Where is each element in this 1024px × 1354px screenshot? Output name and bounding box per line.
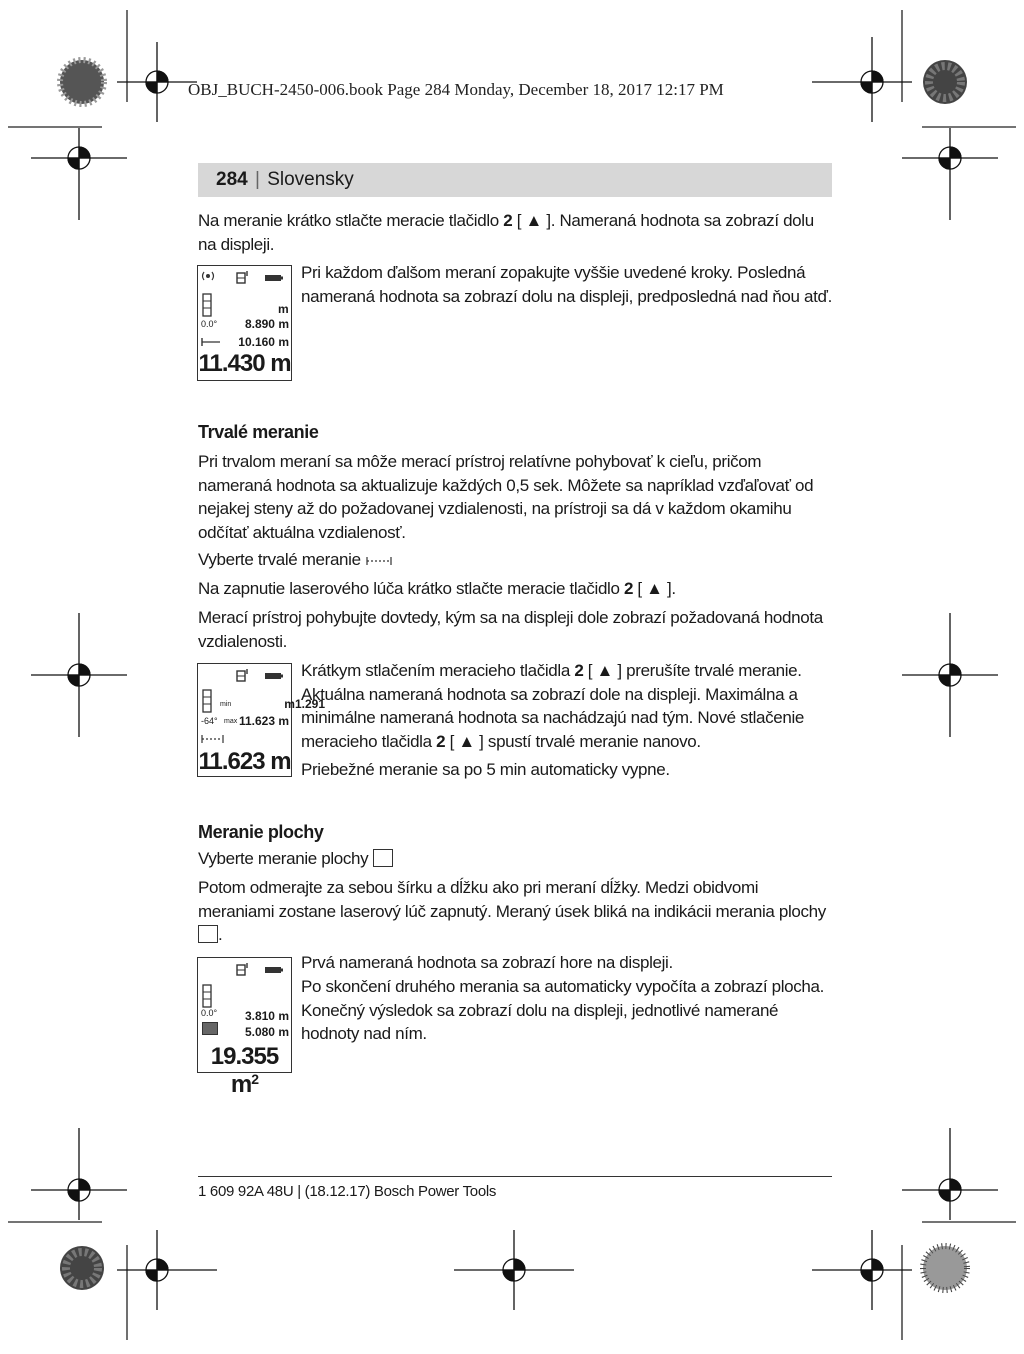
section-language: Slovensky xyxy=(267,169,354,190)
max-label: max xyxy=(224,718,238,725)
continuous-measure-icon xyxy=(201,734,225,744)
header-separator: | xyxy=(254,169,260,190)
area-side-paragraph-1: Prvá nameraná hodnota sa zobrazí hore na displeji. xyxy=(301,953,673,972)
continuous-paragraph-4: Merací prístroj pohybujte dovtedy, kým sa na displeji dole zobrazí požadovaná hodnota vzdialenosti. xyxy=(198,608,823,651)
repeat-paragraph: Pri každom ďalšom meraní zopakujte vyššie uvedené kroky. Posledná nameraná hodnota sa zobrazí dolu na displeji, predposledná nad ňou atď. xyxy=(301,263,832,306)
footer: 1 609 92A 48U | (18.12.17) Bosch Power Tools xyxy=(198,1183,497,1200)
area-side-paragraph-2: Po skončení druhého merania sa automaticky vypočíta a zobrazí plocha. Konečný výsledok sa zobrazí dolu na displeji, jednotlivé namerané hodnoty nad ním. xyxy=(301,977,824,1043)
distance-icon xyxy=(201,337,221,347)
display-row-1: 8.890 m xyxy=(244,317,289,331)
display-row-1: m1.291 xyxy=(284,697,325,711)
continuous-paragraph-3: Na zapnutie laserového lúča krátko stlačte meracie tlačidlo 2 [ ▲ ]. xyxy=(198,579,676,598)
section-heading-area: Meranie plochy xyxy=(198,822,324,842)
angle-readout: 0.0° xyxy=(201,319,218,329)
area-icon xyxy=(198,925,218,943)
min-label: min xyxy=(220,701,232,708)
device-reference-icon xyxy=(235,668,249,682)
battery-icon xyxy=(265,966,283,974)
page-number-section xyxy=(216,169,354,191)
bubble-level-icon xyxy=(202,984,212,1008)
button-ref: 2 xyxy=(436,731,446,751)
button-ref: 2 xyxy=(503,211,513,230)
display-row-1: 3.810 m xyxy=(244,1009,289,1023)
display-row-2: 11.623 m xyxy=(238,714,289,728)
display-main-value: 11.623 m xyxy=(198,748,291,775)
display-main-value: 19.355 $m^2$ xyxy=(210,1043,279,1098)
bubble-level-icon xyxy=(202,293,212,317)
continuous-measure-icon xyxy=(365,556,393,566)
bubble-level-icon xyxy=(202,689,212,713)
angle-readout: 0.0° xyxy=(201,1008,218,1018)
area-paragraph-1: Vyberte meranie plochy xyxy=(198,847,832,871)
display-illustration-1: m 0.0° 8.890 m 10.160 m 11.430 m xyxy=(197,265,292,381)
continuous-side-paragraph: Krátkym stlačením meracieho tlačidla 2 [ ▲ ] prerušíte trvalé meranie. Aktuálna nameraná hodnota sa zobrazí dole na displeji. Maximálna a minimálne nameraná hodnota sa nachádzajú nad tým. Nové stlačenie meracieho tlačidla 2 [ ▲ ] spustí trvalé meranie nanovo. xyxy=(301,661,805,751)
battery-icon xyxy=(265,672,283,680)
page-header-band xyxy=(198,163,832,197)
device-reference-icon xyxy=(235,962,249,976)
display-row-2: 5.080 m xyxy=(244,1025,289,1039)
display-row-2: 10.160 m xyxy=(238,335,289,349)
area-paragraph-2: Potom odmerajte za sebou šírku a dĺžku ako pri meraní dĺžky. Medzi obidvomi meraniami zostane laserový lúč zapnutý. Meraný úsek bliká na indikácii merania plochy . xyxy=(198,878,826,944)
area-icon xyxy=(373,849,393,867)
display-illustration-3 xyxy=(197,957,292,1098)
device-reference-icon xyxy=(235,270,249,284)
auto-off-paragraph: Priebežné meranie sa po 5 min automaticky vypne. xyxy=(301,760,670,779)
button-ref: 2 xyxy=(623,579,634,598)
display-illustration-2 xyxy=(197,663,325,777)
continuous-paragraph-2: Vyberte trvalé meranie xyxy=(198,548,832,572)
section-heading-continuous: Trvalé meranie xyxy=(198,422,319,442)
angle-readout: -64° xyxy=(201,716,218,726)
battery-icon xyxy=(265,274,283,282)
display-main-value: 11.430 m xyxy=(198,350,291,377)
laser-icon xyxy=(201,271,215,281)
print-header: OBJ_BUCH-2450-006.book Page 284 Monday, December 18, 2017 12:17 PM xyxy=(188,80,724,99)
area-icon xyxy=(202,1022,218,1035)
intro-paragraph: Na meranie krátko stlačte meracie tlačidlo 2 [ ▲ ]. Nameraná hodnota sa zobrazí dolu na displeji. xyxy=(198,211,814,254)
button-ref: 2 xyxy=(574,661,584,680)
footer-rule xyxy=(198,1176,832,1177)
continuous-paragraph-1: Pri trvalom meraní sa môže merací prístroj relatívne pohybovať k cieľu, pričom nameraná hodnota sa aktualizuje každých 0,5 sek. Môžete sa napríklad vzďaľovať od nejakej steny až do požadovanej vzdialenosti, na prístroji sa dá v každom okamihu odčítať aktuálna vzdialenosť. xyxy=(198,452,814,542)
page-number: 284 xyxy=(216,169,248,190)
